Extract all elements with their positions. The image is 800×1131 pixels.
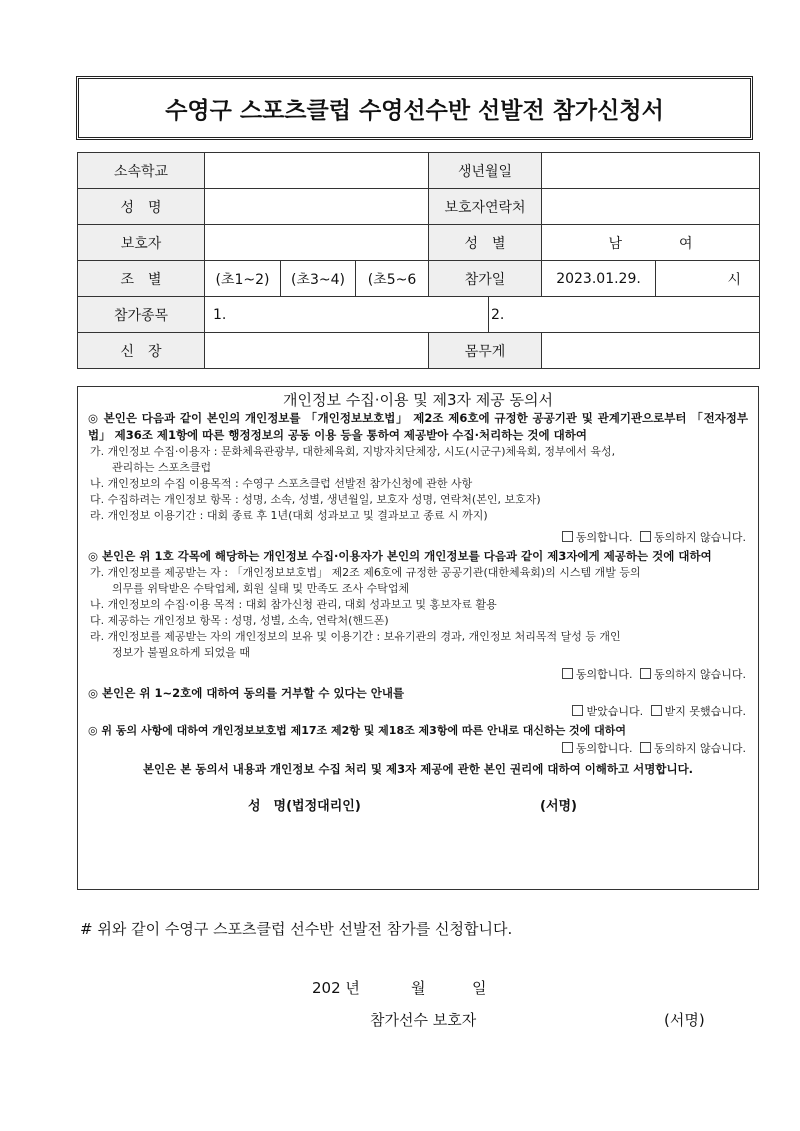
signer-label: 참가선수 보호자 xyxy=(370,1011,477,1029)
school-field[interactable] xyxy=(205,153,429,189)
disagree-checkbox[interactable] xyxy=(640,668,651,679)
guardian-label: 보호자 xyxy=(78,225,205,261)
guardian-field[interactable] xyxy=(205,225,429,261)
consent-form xyxy=(77,386,759,890)
row-name xyxy=(78,189,760,225)
date-year[interactable]: 202 년 xyxy=(312,979,360,997)
item-text: 나. 개인정보의 수집·이용 목적 : 대회 참가신청 관리, 대회 성과보고 및 홍보자료 활용 xyxy=(90,598,497,611)
weight-label: 몸무게 xyxy=(429,333,542,369)
section-2-item xyxy=(88,597,748,613)
section-1-item xyxy=(88,492,748,508)
application-info-table xyxy=(77,152,760,369)
disagree-label: 동의하지 않습니다. xyxy=(653,742,746,755)
group-option-3[interactable]: (초5~6 xyxy=(356,261,429,297)
row-guardian xyxy=(78,225,760,261)
consent-section-4-heading: ◎ 위 동의 사항에 대하여 개인정보보호법 제17조 제2항 및 제18조 제3항에 따른 안내로 대신하는 것에 대하여 xyxy=(88,724,627,737)
section-1-item xyxy=(88,476,748,492)
section-2-item xyxy=(88,565,748,597)
date-label: 참가일 xyxy=(429,261,542,297)
group-label: 조 별 xyxy=(78,261,205,297)
weight-field[interactable] xyxy=(542,333,760,369)
received-checkbox[interactable] xyxy=(572,705,583,716)
section-1-item xyxy=(88,444,748,476)
disagree-label: 동의하지 않습니다. xyxy=(653,531,746,544)
agree-checkbox[interactable] xyxy=(562,742,573,753)
item-text-cont: 정보가 불필요하게 되었을 때 xyxy=(112,646,251,659)
school-label: 소속학교 xyxy=(78,153,205,189)
event-fields xyxy=(205,297,760,333)
guardian-contact-field[interactable] xyxy=(542,189,760,225)
time-unit: 시 xyxy=(727,271,742,288)
consent-section-3-heading: ◎ 본인은 위 1~2호에 대하여 동의를 거부할 수 있다는 안내를 xyxy=(88,686,405,700)
signature-label[interactable]: (서명) xyxy=(540,799,577,814)
date-month[interactable]: 월 xyxy=(411,979,426,997)
section-1-agreement xyxy=(88,530,748,546)
section-2-item xyxy=(88,629,748,661)
item-text: 다. 제공하는 개인정보 항목 : 성명, 성별, 소속, 연락처(핸드폰) xyxy=(90,614,389,627)
item-text-cont: 의무를 위탁받은 수탁업체, 회원 실태 및 만족도 조사 수탁업체 xyxy=(112,582,410,595)
row-height xyxy=(78,333,760,369)
gender-label: 성 별 xyxy=(429,225,542,261)
consent-section-2-heading: ◎ 본인은 위 1호 각목에 해당하는 개인정보 수집·이용자가 본인의 개인정보를 다음과 같이 제3자에게 제공하는 것에 대하여 xyxy=(88,549,712,563)
event-field-1[interactable] xyxy=(205,297,489,332)
item-text: 가. 개인정보를 제공받는 자 : 「개인정보보호법」 제2조 제6호에 규정한 공공기관(대한체육회)의 시스템 개발 등의 xyxy=(90,566,641,579)
birth-field[interactable] xyxy=(542,153,760,189)
received-label: 받았습니다. xyxy=(586,705,644,718)
form-title: 수영구 스포츠클럽 수영선수반 선발전 참가신청서 xyxy=(165,97,664,124)
item-text: 가. 개인정보 수집·이용자 : 문화체육관광부, 대한체육회, 지방자치단체장, 시도(시군구)체육회, 정부에서 육성, xyxy=(90,445,616,458)
birth-label: 생년월일 xyxy=(429,153,542,189)
group-option-2[interactable]: (초3~4) xyxy=(281,261,356,297)
height-label: 신 장 xyxy=(78,333,205,369)
consent-section-1-heading: ◎ 본인은 다음과 같이 본인의 개인정보를 「개인정보보호법」 제2조 제6호에 규정한 공공기관 및 관계기관으로부터 「전자정부법」 제36조 제1항에 따른 행정정보의 공동 이용 등을 통하여 제공받아 수집·처리하는 것에 대하여 xyxy=(88,411,748,442)
event-1-number: 1. xyxy=(213,306,227,323)
disagree-checkbox[interactable] xyxy=(640,531,651,542)
name-label: 성 명 xyxy=(78,189,205,225)
event-2-number: 2. xyxy=(491,306,505,323)
gender-field[interactable] xyxy=(542,225,760,261)
consent-title: 개인정보 수집·이용 및 제3자 제공 동의서 xyxy=(283,391,553,409)
section-1-item xyxy=(88,508,748,524)
section-4-agreement xyxy=(88,741,748,757)
item-text: 나. 개인정보의 수집 이용목적 : 수영구 스포츠클럽 선발전 참가신청에 관한 사항 xyxy=(90,477,473,490)
event-label: 참가종목 xyxy=(78,297,205,333)
section-2-item xyxy=(88,613,748,629)
disagree-checkbox[interactable] xyxy=(640,742,651,753)
item-text: 다. 수집하려는 개인정보 항목 : 성명, 소속, 성별, 생년월일, 보호자 성명, 연락처(본인, 보호자) xyxy=(90,493,541,506)
application-statement: # 위와 같이 수영구 스포츠클럽 선수반 선발전 참가를 신청합니다. xyxy=(80,920,513,938)
agree-label: 동의합니다. xyxy=(575,531,633,544)
not-received-checkbox[interactable] xyxy=(651,705,662,716)
name-field[interactable] xyxy=(205,189,429,225)
signer-signature[interactable]: (서명) xyxy=(664,1011,705,1029)
consent-signature-row xyxy=(88,795,748,815)
event-field-2[interactable] xyxy=(489,297,759,332)
section-2-agreement xyxy=(88,667,748,683)
group-option-1[interactable]: (초1~2) xyxy=(205,261,281,297)
signer-name-label: 성 명(법정대리인) xyxy=(248,799,361,814)
guardian-contact-label: 보호자연락처 xyxy=(429,189,542,225)
not-received-label: 받지 못했습니다. xyxy=(664,705,746,718)
section-3-agreement xyxy=(88,704,748,720)
row-school xyxy=(78,153,760,189)
disagree-label: 동의하지 않습니다. xyxy=(653,668,746,681)
consent-final-statement: 본인은 본 동의서 내용과 개인정보 수집 처리 및 제3자 제공에 관한 본인 권리에 대하여 이해하고 서명합니다. xyxy=(142,762,694,776)
height-field[interactable] xyxy=(205,333,429,369)
gender-female[interactable]: 여 xyxy=(678,235,693,252)
agree-label: 동의합니다. xyxy=(575,668,633,681)
row-event xyxy=(78,297,760,333)
form-title-box xyxy=(76,76,753,140)
gender-male[interactable]: 남 xyxy=(608,235,623,252)
agree-checkbox[interactable] xyxy=(562,531,573,542)
item-text-cont: 관리하는 스포츠클럽 xyxy=(112,461,212,474)
date-value: 2023.01.29. xyxy=(542,261,656,297)
agree-label: 동의합니다. xyxy=(575,742,633,755)
item-text: 라. 개인정보 이용기간 : 대회 종료 후 1년(대회 성과보고 및 결과보고 종료 시 까지) xyxy=(90,509,488,522)
date-day[interactable]: 일 xyxy=(472,979,487,997)
agree-checkbox[interactable] xyxy=(562,668,573,679)
row-group xyxy=(78,261,760,297)
time-field[interactable] xyxy=(656,261,760,297)
item-text: 라. 개인정보를 제공받는 자의 개인정보의 보유 및 이용기간 : 보유기관의 경과, 개인정보 처리목적 달성 등 개인 xyxy=(90,630,621,643)
